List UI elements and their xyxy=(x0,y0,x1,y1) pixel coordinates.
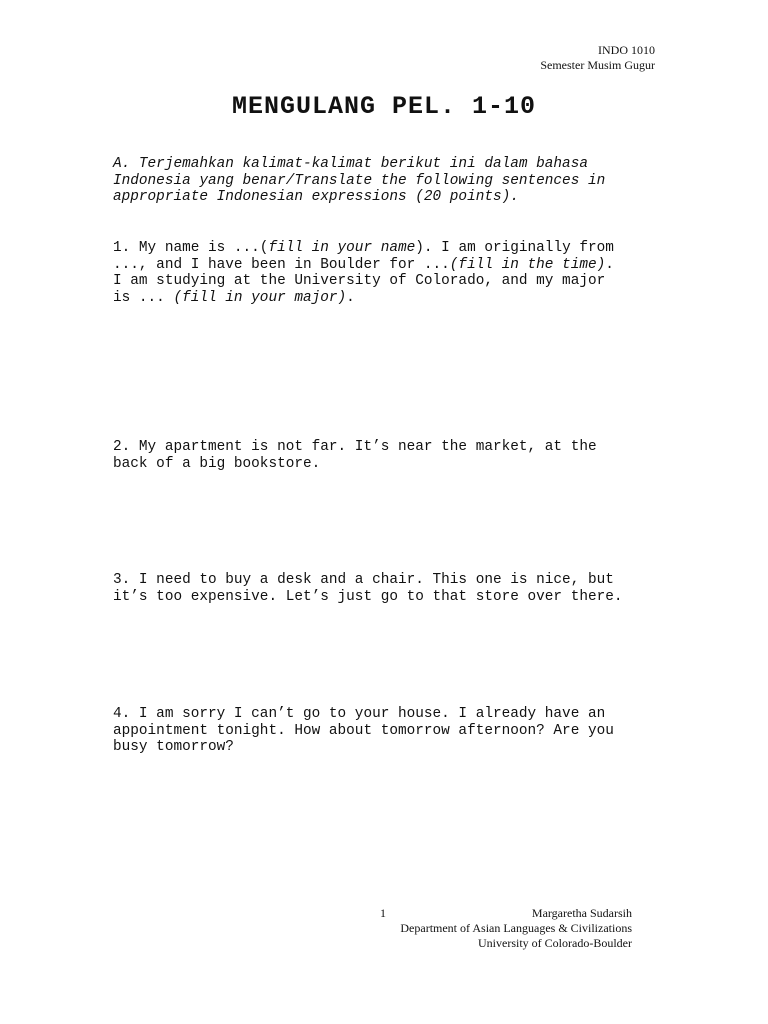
question-text: is ... xyxy=(113,289,174,306)
question-text: ..., and I have been in Boulder for ... xyxy=(113,256,450,273)
question-line: 4. I am sorry I can’t go to your house. I already have an xyxy=(113,706,606,722)
question-line: 3. I need to buy a desk and a chair. This one is nice, but xyxy=(113,572,614,588)
question-1 xyxy=(113,240,614,306)
question-hint: (fill in your major) xyxy=(173,289,347,306)
page-number: 1 xyxy=(380,906,386,920)
question-line xyxy=(113,290,614,307)
author-name: Margaretha Sudarsih xyxy=(531,906,632,920)
instruction-line: appropriate Indonesian expressions (20 points). xyxy=(113,189,519,206)
department-name: Department of Asian Languages & Civilizations xyxy=(400,921,632,935)
university-name: University of Colorado-Boulder xyxy=(478,936,632,950)
instruction-line: A. Terjemahkan kalimat-kalimat berikut ini dalam bahasa xyxy=(113,156,588,172)
question-text: . xyxy=(605,256,614,273)
semester-label: Semester Musim Gugur xyxy=(540,58,655,72)
question-line: back of a big bookstore. xyxy=(113,455,321,472)
question-line: I am studying at the University of Colorado, and my major xyxy=(113,273,606,290)
question-4 xyxy=(113,706,614,756)
page-footer xyxy=(380,906,632,951)
question-hint: fill in your name xyxy=(268,240,416,256)
question-3 xyxy=(113,572,623,605)
question-line: busy tomorrow? xyxy=(113,739,234,756)
footer-row xyxy=(380,906,632,921)
instruction-line: Indonesia yang benar/Translate the following sentences in xyxy=(113,172,606,189)
question-line xyxy=(113,240,614,257)
course-header xyxy=(540,43,655,73)
question-line: appointment tonight. How about tomorrow afternoon? Are you xyxy=(113,722,614,739)
course-code: INDO 1010 xyxy=(598,43,655,57)
question-2 xyxy=(113,439,597,472)
question-line: it’s too expensive. Let’s just go to that store over there. xyxy=(113,588,623,605)
question-line xyxy=(113,257,614,274)
question-text: ). I am originally from xyxy=(415,240,614,256)
question-text: 1. My name is ...( xyxy=(113,240,269,256)
question-text: . xyxy=(346,289,355,306)
instructions xyxy=(113,156,605,206)
question-hint: (fill in the time) xyxy=(449,256,606,273)
question-line: 2. My apartment is not far. It’s near the market, at the xyxy=(113,439,597,455)
page-title: MENGULANG PEL. 1-10 xyxy=(231,92,537,121)
